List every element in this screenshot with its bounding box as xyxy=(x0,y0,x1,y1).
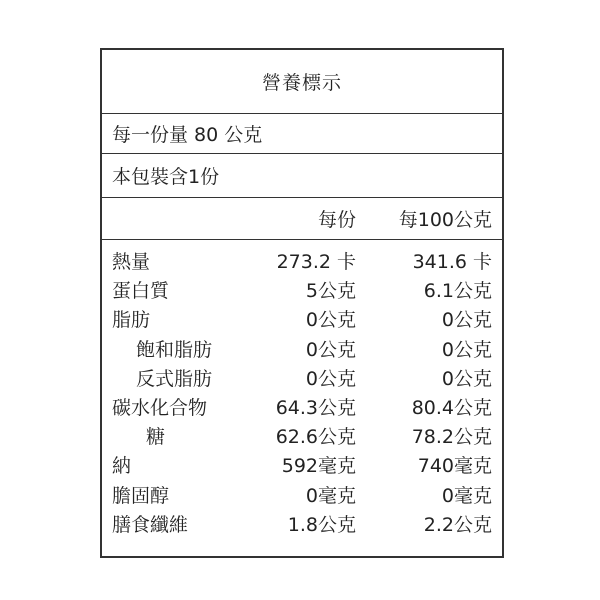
nutrient-row-sugar xyxy=(102,421,502,450)
nutrient-per-100g: 0公克 xyxy=(441,309,492,332)
nutrient-name: 膳食纖維 xyxy=(112,513,189,536)
servings-per-package: 本包裝含1份 xyxy=(112,166,220,188)
nutrient-per-serving: 62.6公克 xyxy=(275,426,356,449)
serving-size: 每一份量 80 公克 xyxy=(112,124,263,146)
nutrient-per-serving: 0毫克 xyxy=(305,484,356,507)
nutrient-row-cholesterol xyxy=(102,480,502,509)
nutrient-per-100g: 2.2公克 xyxy=(423,513,492,536)
nutrient-per-serving: 592毫克 xyxy=(281,455,356,478)
nutrient-name: 脂肪 xyxy=(112,309,151,332)
nutrient-name: 反式脂肪 xyxy=(136,367,213,390)
nutrient-row-protein xyxy=(102,275,502,304)
column-header-per-100g: 每100公克 xyxy=(398,209,492,231)
nutrition-label xyxy=(100,48,504,558)
nutrient-per-100g: 0公克 xyxy=(441,367,492,390)
nutrient-name: 碳水化合物 xyxy=(112,397,208,420)
servings-per-package-row xyxy=(102,154,502,198)
nutrient-per-100g: 6.1公克 xyxy=(423,280,492,303)
nutrient-name: 蛋白質 xyxy=(112,280,170,303)
label-title-row xyxy=(102,50,502,114)
nutrient-per-100g: 341.6 卡 xyxy=(412,251,492,274)
nutrient-per-serving: 1.8公克 xyxy=(287,513,356,536)
nutrient-per-serving: 64.3公克 xyxy=(275,397,356,420)
nutrient-per-serving: 0公克 xyxy=(305,367,356,390)
nutrient-row-fat xyxy=(102,304,502,333)
nutrient-name: 納 xyxy=(112,455,132,478)
nutrient-per-100g: 80.4公克 xyxy=(411,397,492,420)
nutrient-per-serving: 0公克 xyxy=(305,309,356,332)
nutrient-row-trans-fat xyxy=(102,363,502,392)
column-header-row xyxy=(102,198,502,240)
nutrient-per-100g: 0毫克 xyxy=(441,484,492,507)
nutrient-per-serving: 273.2 卡 xyxy=(276,251,356,274)
nutrient-name: 熱量 xyxy=(112,251,151,274)
serving-size-row xyxy=(102,114,502,154)
nutrient-per-100g: 78.2公克 xyxy=(411,426,492,449)
nutrient-per-serving: 5公克 xyxy=(305,280,356,303)
column-header-per-serving: 每份 xyxy=(317,209,356,231)
nutrient-name: 糖 xyxy=(146,426,166,449)
nutrient-per-100g: 740毫克 xyxy=(417,455,492,478)
nutrient-row-saturated-fat xyxy=(102,334,502,363)
nutrient-row-sodium xyxy=(102,450,502,479)
nutrient-row-calories xyxy=(102,246,502,275)
nutrient-list xyxy=(102,246,502,538)
nutrient-per-100g: 0公克 xyxy=(441,338,492,361)
nutrient-row-carbohydrate xyxy=(102,392,502,421)
label-title: 營養標示 xyxy=(261,72,342,94)
nutrient-name: 飽和脂肪 xyxy=(136,338,213,361)
nutrient-row-dietary-fiber xyxy=(102,509,502,538)
nutrient-name: 膽固醇 xyxy=(112,484,170,507)
nutrient-per-serving: 0公克 xyxy=(305,338,356,361)
